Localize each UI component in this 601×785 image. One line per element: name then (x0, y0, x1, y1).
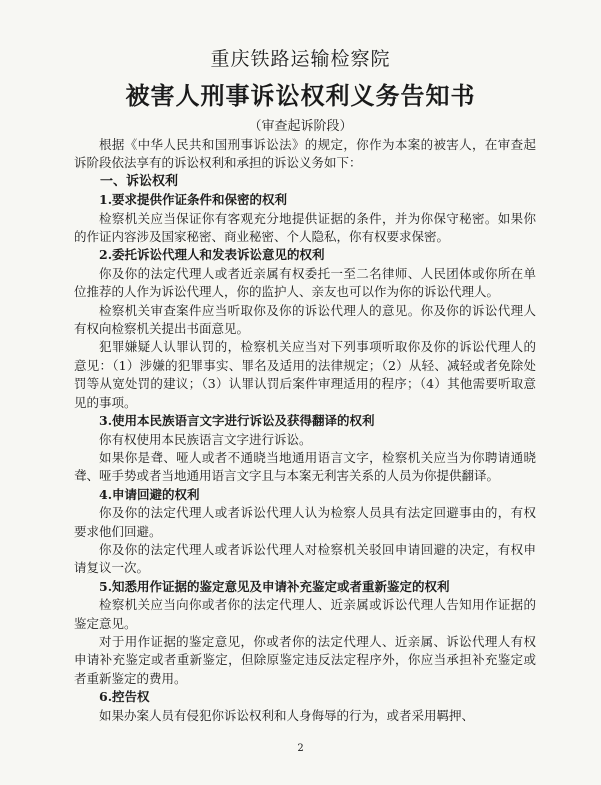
subsection-heading: 6.控告权 (99, 689, 150, 705)
document-stage: （审查起诉阶段） (248, 119, 353, 134)
page-number: 2 (297, 743, 304, 754)
subsection-heading: 5.知悉用作证据的鉴定意见及申请补充鉴定或者重新鉴定的权利 (99, 578, 450, 594)
subsection-heading: 4.申请回避的权利 (99, 486, 200, 502)
body-paragraph: 你及你的法定代理人或者诉讼代理人对检察机关驳回申请回避的决定，有权申请复议一次。 (74, 541, 536, 576)
subsection-heading: 2.委托诉讼代理人和发表诉讼意见的权利 (99, 247, 325, 263)
body-paragraph: 你及你的法定代理人或者诉讼代理人认为检察人员具有法定回避事由的，有权要求他们回避。 (74, 505, 536, 539)
organization-name: 重庆铁路运输检察院 (210, 48, 391, 70)
document-title: 被害人刑事诉讼权利义务告知书 (125, 81, 476, 110)
body-paragraph: 对于用作证据的鉴定意见，你或者你的法定代理人、近亲属、诉讼代理人有权申请补充鉴定或者重新鉴定，但除原鉴定违反法定程序外，你应当承担补充鉴定或者重新鉴定的费用。 (74, 633, 536, 686)
body-paragraph: 犯罪嫌疑人认罪认罚的，检察机关应当对下列事项听取你及你的诉讼代理人的意见：（1）涉嫌的犯罪事实、罪名及适用的法律规定；（2）从轻、减轻或者免除处罚等从宽处罚的建议；（3）认罪认罚后案件审理适用的程序；（4）其他需要听取意见的事项。 (74, 339, 536, 410)
intro-paragraph: 根据《中华人民共和国刑事诉讼法》的规定，你作为本案的被害人，在审查起诉阶段依法享有的诉讼权利和承担的诉讼义务如下： (74, 137, 536, 171)
body-paragraph: 你及你的法定代理人或者近亲属有权委托一至二名律师、人民团体或你所在单位推荐的人作为诉讼代理人，你的监护人、亲友也可以作为你的诉讼代理人。 (74, 265, 536, 300)
document-body (74, 136, 536, 725)
body-paragraph: 检察机关应当保证你有客观充分地提供证据的条件，并为你保守秘密。如果你的作证内容涉及国家秘密、商业秘密、个人隐私，你有权要求保密。 (74, 210, 536, 245)
body-paragraph: 检察机关应当向你或者你的法定代理人、近亲属或诉讼代理人告知用作证据的鉴定意见。 (74, 597, 536, 631)
section-heading: 一、诉讼权利 (100, 173, 179, 189)
subsection-heading: 1.要求提供作证条件和保密的权利 (99, 192, 288, 208)
subsection-heading: 3.使用本民族语言文字进行诉讼及获得翻译的权利 (99, 413, 375, 429)
body-paragraph: 如果你是聋、哑人或者不通晓当地通用语言文字，检察机关应当为你聘请通晓聋、哑手势或者当地通用语言文字且与本案无利害关系的人员为你提供翻译。 (74, 449, 536, 484)
body-paragraph: 检察机关审查案件应当听取你及你的诉讼代理人的意见。你及你的诉讼代理人有权向检察机关提出书面意见。 (74, 302, 536, 337)
body-paragraph: 你有权使用本民族语言文字进行诉讼。 (99, 431, 312, 447)
body-paragraph: 如果办案人员有侵犯你诉讼权利和人身侮辱的行为，或者采用羁押、 (99, 707, 475, 723)
